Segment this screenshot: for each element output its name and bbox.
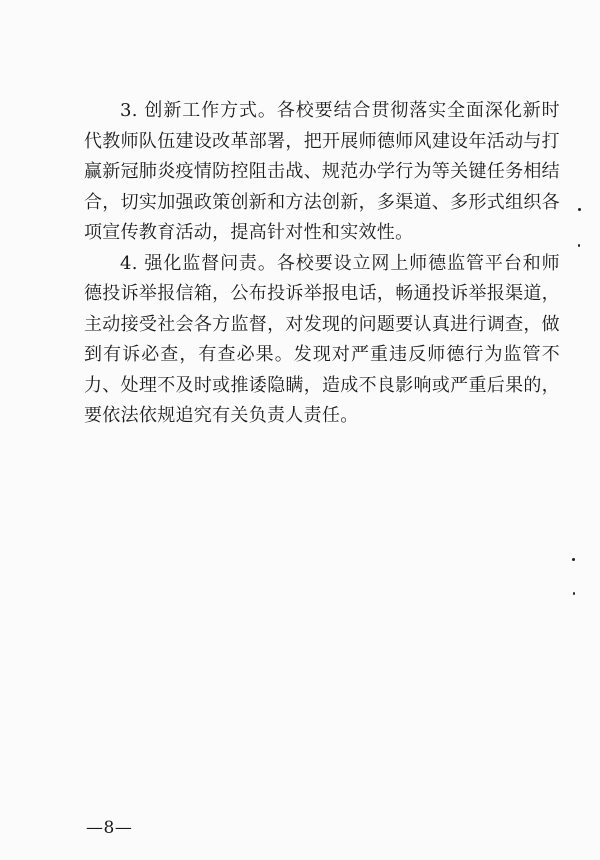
scan-speck bbox=[572, 558, 575, 561]
scan-speck bbox=[573, 592, 575, 595]
paragraph-innovate-work-methods: 3. 创新工作方式。各校要结合贯彻落实全面深化新时代教师队伍建设改革部署，把开展师德师风建设年活动与打赢新冠肺炎疫情防控阻击战、规范办学行为等关键任务相结合，切实加强政策创新和方法创新，多渠道、多形式组织各项宣传教育活动，提高针对性和实效性。 bbox=[84, 100, 560, 243]
paragraph-strengthen-supervision: 4. 强化监督问责。各校要设立网上师德监管平台和师德投诉举报信箱，公布投诉举报电话，畅通投诉举报渠道，主动接受社会各方监督，对发现的问题要认真进行调查，做到有诉必查，有查必果。发现对严重违反师德行为监管不力、处理不及时或推诿隐瞒，造成不良影响或严重后果的，要依法依规追究有关负责人责任。 bbox=[84, 252, 560, 426]
document-body bbox=[84, 96, 560, 432]
scan-speck bbox=[578, 244, 580, 247]
scan-speck bbox=[578, 208, 581, 211]
page-number: —8— bbox=[86, 818, 133, 838]
